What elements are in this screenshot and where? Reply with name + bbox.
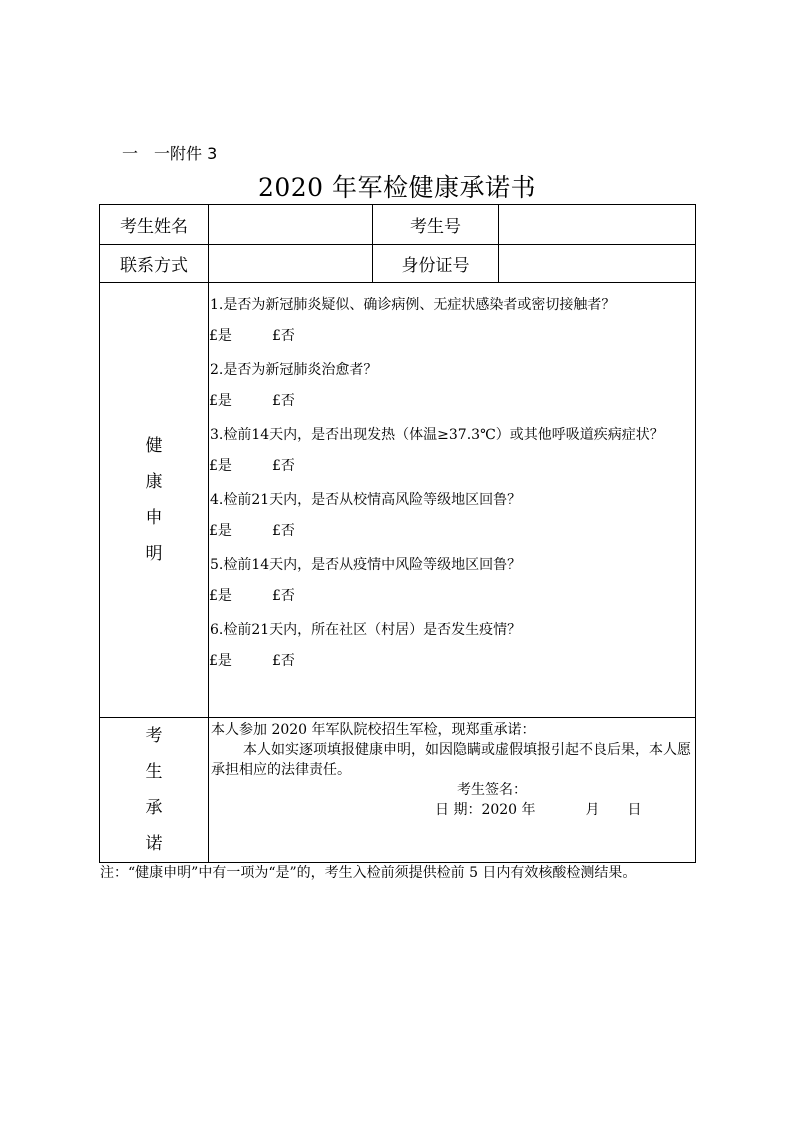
answer-options-5[interactable]: £是 £否 — [209, 588, 295, 604]
question-2: 2.是否为新冠肺炎治愈者？ — [210, 362, 378, 378]
health-declaration-content — [209, 283, 696, 718]
answer-options-4[interactable]: £是 £否 — [209, 523, 295, 539]
exam-number-label: 考生号 — [373, 205, 499, 245]
candidate-pledge-label: 考 生 承 诺 — [100, 718, 209, 863]
exam-number-input-cell[interactable] — [499, 205, 696, 245]
id-number-label: 身份证号 — [373, 245, 499, 283]
signature-field[interactable]: 考生签名： — [457, 782, 527, 798]
contact-input-cell[interactable] — [209, 245, 373, 283]
contact-label: 联系方式 — [100, 245, 209, 283]
date-field[interactable]: 日 期：2020 年 月 日 — [435, 802, 642, 818]
question-6: 6.检前21天内，所在社区（村居）是否发生疫情？ — [210, 622, 522, 638]
answer-options-1[interactable]: £是 £否 — [209, 328, 295, 344]
answer-options-6[interactable]: £是 £否 — [209, 653, 295, 669]
candidate-pledge-content — [209, 718, 696, 863]
name-input-cell[interactable] — [209, 205, 373, 245]
health-declaration-label: 健 康 申 明 — [100, 283, 209, 718]
footnote: 注：“健康申明”中有一项为“是”的，考生入检前须提供检前 5 日内有效核酸检测结果。 — [100, 865, 637, 881]
name-label: 考生姓名 — [100, 205, 209, 245]
answer-options-2[interactable]: £是 £否 — [209, 393, 295, 409]
question-3: 3.检前14天内，是否出现发热（体温≥37.3℃）或其他呼吸道疾病症状？ — [210, 427, 664, 443]
pledge-statement: 本人如实逐项填报健康申明，如因隐瞒或虚假填报引起不良后果，本人愿承担相应的法律责任。 — [211, 742, 691, 778]
question-1: 1.是否为新冠肺炎疑似、确诊病例、无症状感染者或密切接触者？ — [210, 297, 616, 313]
pledge-form-table — [99, 204, 696, 863]
question-5: 5.检前14天内，是否从疫情中风险等级地区回鲁？ — [210, 557, 522, 573]
pledge-intro: 本人参加 2020 年军队院校招生军检，现郑重承诺： — [211, 722, 536, 738]
attachment-label: 一 一附件 3 — [122, 144, 218, 163]
page-title: 2020 年军检健康承诺书 — [257, 173, 537, 202]
answer-options-3[interactable]: £是 £否 — [209, 458, 295, 474]
question-4: 4.检前21天内，是否从校情高风险等级地区回鲁？ — [210, 492, 522, 508]
id-number-input-cell[interactable] — [499, 245, 696, 283]
